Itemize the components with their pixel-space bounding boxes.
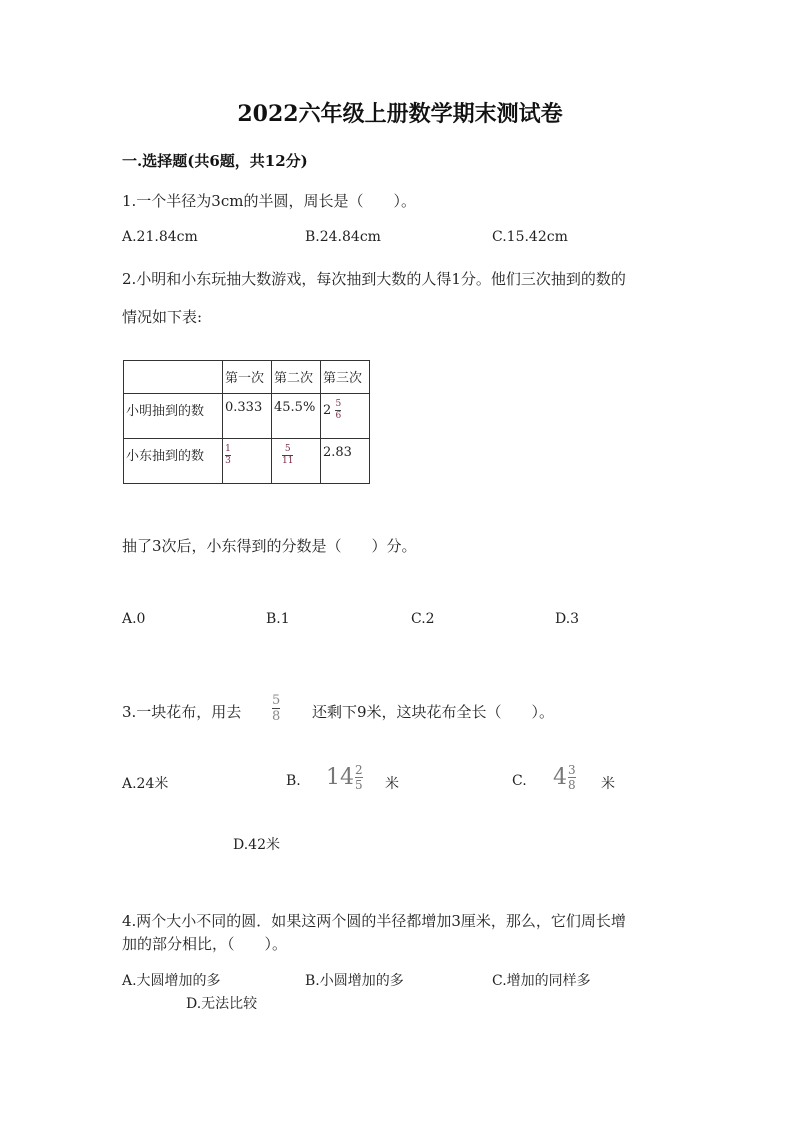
question-1-option-a: A.21.84cm <box>122 229 198 245</box>
table-cell <box>223 439 272 484</box>
question-4-option-b: B.小圆增加的多 <box>305 973 404 989</box>
table-cell: 45.5% <box>272 394 321 439</box>
question-4-text-line2: 加的部分相比，（ ）。 <box>122 935 288 953</box>
question-2-option-a: A.0 <box>122 611 146 627</box>
fraction: $\frac{5}{6}$ <box>335 399 342 421</box>
table-cell: 2.83 <box>321 439 370 484</box>
fraction: $\frac{1}{3}$ <box>225 444 231 466</box>
question-1-text: 1.一个半径为3cm的半圆，周长是（ ）。 <box>122 192 416 210</box>
table-cell: 0.333 <box>223 394 272 439</box>
question-3-option-b-unit: 米 <box>385 776 399 792</box>
table-row <box>124 394 370 439</box>
question-2-text-line2: 情况如下表: <box>122 308 203 326</box>
question-3-fraction: $\frac{5}{8}$ <box>272 693 281 724</box>
question-3-option-c-mixed-number: 4 $\frac{3}{8}$ <box>553 763 576 792</box>
question-3-option-c-unit: 米 <box>601 776 615 792</box>
question-1-option-c: C.15.42cm <box>492 229 568 245</box>
table-cell <box>321 394 370 439</box>
question-1-option-b: B.24.84cm <box>305 229 381 245</box>
question-2-text-line1: 2.小明和小东玩抽大数游戏，每次抽到大数的人得1分。他们三次抽到的数的 <box>122 270 626 288</box>
table-header-cell: 第三次 <box>321 361 370 394</box>
question-3-option-d: D.42米 <box>233 837 280 853</box>
table-row <box>124 439 370 484</box>
question-4-option-a: A.大圆增加的多 <box>122 973 221 989</box>
question-2-option-c: C.2 <box>411 611 435 627</box>
exam-title: 2022六年级上册数学期末测试卷 <box>237 101 563 127</box>
draw-results-table <box>123 360 370 484</box>
table-header-cell: 第一次 <box>223 361 272 394</box>
table-row-label: 小明抽到的数 <box>124 394 223 439</box>
table-header-cell: 第二次 <box>272 361 321 394</box>
table-header-row <box>124 361 370 394</box>
fraction: $\frac{5}{11}$ <box>282 444 294 466</box>
question-2-prompt: 抽了3次后，小东得到的分数是（ ）分。 <box>122 537 417 555</box>
question-2-option-b: B.1 <box>266 611 290 627</box>
question-3-option-a: A.24米 <box>122 776 169 792</box>
question-4-option-d: D.无法比较 <box>186 996 258 1012</box>
question-2-option-d: D.3 <box>555 611 580 627</box>
question-4-option-c: C.增加的同样多 <box>492 973 591 989</box>
table-header-cell-empty <box>124 361 223 394</box>
table-row-label: 小东抽到的数 <box>124 439 223 484</box>
question-3-text-start: 3.一块花布，用去 <box>122 703 242 721</box>
table-cell <box>272 439 321 484</box>
question-3-text-end: 还剩下9米，这块花布全长（ ）。 <box>312 703 555 721</box>
question-3-option-b-mixed-number: 14 $\frac{2}{5}$ <box>326 763 363 792</box>
question-3-option-b-label: B. <box>286 773 301 789</box>
question-4-text-line1: 4.两个大小不同的圆．如果这两个圆的半径都增加3厘米，那么，它们周长增 <box>122 912 626 930</box>
section-heading: 一.选择题(共6题，共12分) <box>122 152 308 170</box>
question-3-option-c-label: C. <box>512 773 527 789</box>
mixed-number-whole: 2 <box>323 403 332 418</box>
